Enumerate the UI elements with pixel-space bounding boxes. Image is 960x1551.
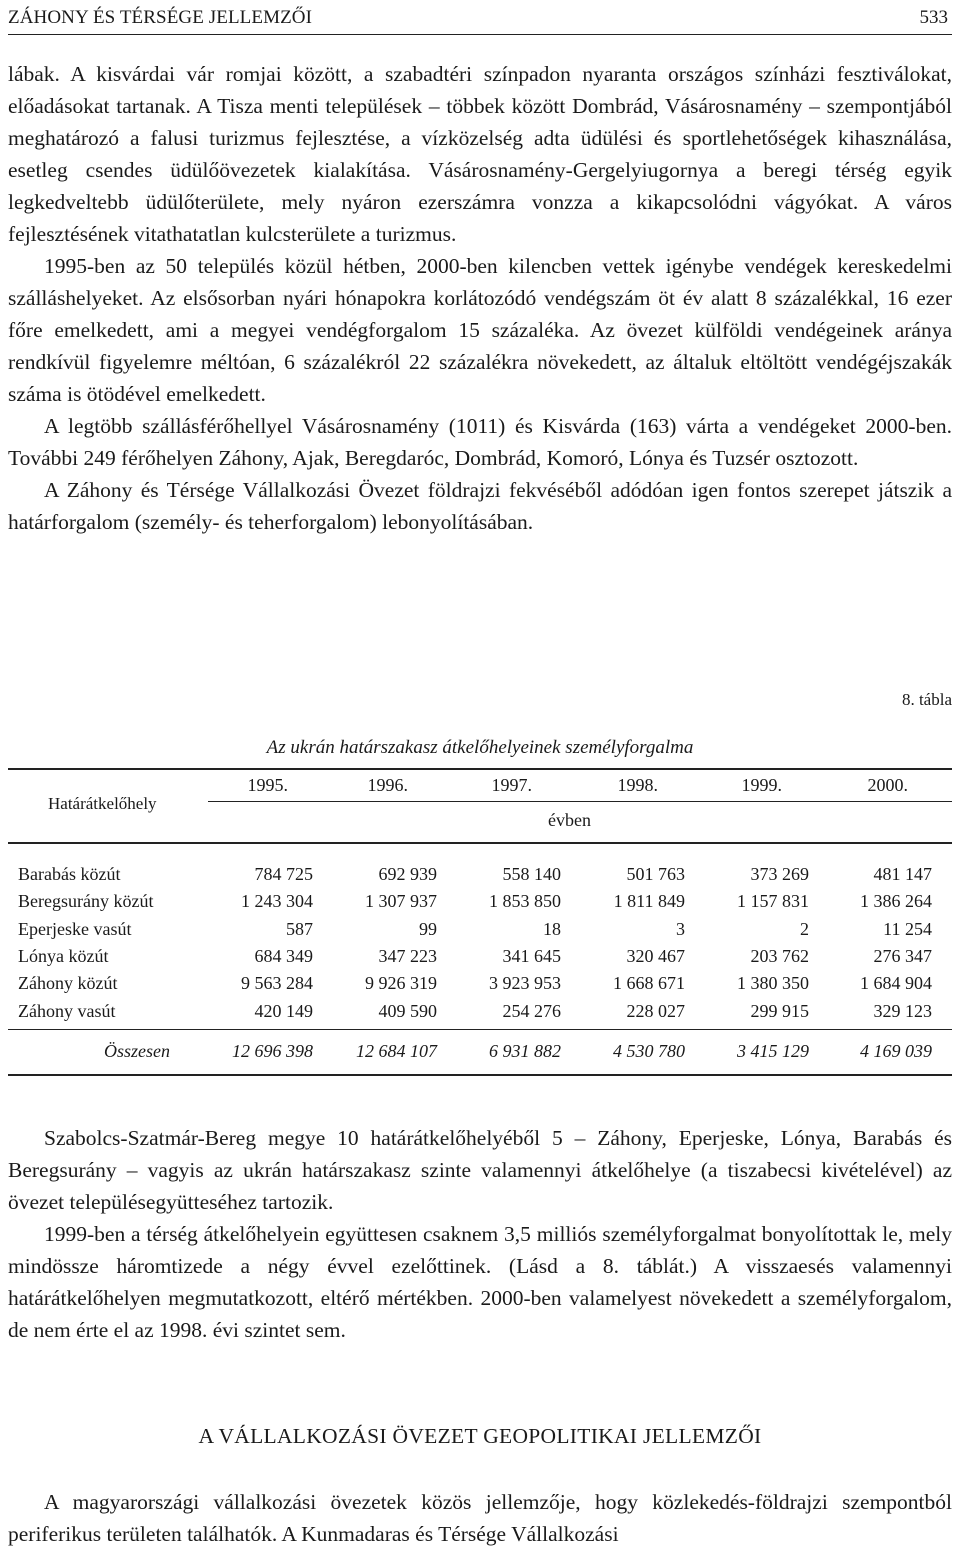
total-cell: 4 169 039 — [860, 1041, 932, 1061]
paragraph: lábak. A kisvárdai vár romjai között, a szabadtéri színpadon nyaranta országos színházi fesztiválokat, előadásokat tartanak. A Tisza menti települések – többek között Dombrád, Vásárosnamény – szempontjából meghatározó a falusi turizmus fejlesztése, a vízközelség adta üdülési és sportlehetőségek kihasználása, esetleg csendes üdülőövezetek kialakítása. Vásárosnamény-Gergelyiugornya a beregi térség egyik legkedveltebb üdülőterülete, mely nyáron ezerszámra vonzza a kikapcsolódni vágyókat. A város fejlesztésének vitathatatlan kulcsterülete a turizmus. — [8, 62, 952, 246]
table-cell: 1 853 850 — [489, 891, 561, 911]
table-cell: 299 915 — [750, 1001, 809, 1021]
table-cell: 1 243 304 — [241, 891, 313, 911]
table-cell: 329 123 — [873, 1001, 932, 1021]
table-cell: 558 140 — [502, 864, 561, 884]
total-cell: 3 415 129 — [737, 1041, 809, 1061]
total-cell: 12 684 107 — [356, 1041, 437, 1061]
table-cell: 341 645 — [502, 946, 561, 966]
table-cell: 1 684 904 — [860, 973, 932, 993]
table-cell: 228 027 — [626, 1001, 685, 1021]
unit-label: évben — [548, 810, 591, 830]
table-cell: 254 276 — [502, 1001, 561, 1021]
table-cell: 409 590 — [378, 1001, 437, 1021]
year-header: 1995. — [247, 775, 288, 795]
table-cell: 18 — [543, 919, 561, 939]
table-caption: Az ukrán határszakasz átkelőhelyeinek személyforgalma — [266, 737, 694, 758]
table-total-rule — [8, 1029, 952, 1030]
table-cell: 347 223 — [378, 946, 437, 966]
total-cell: 6 931 882 — [489, 1041, 561, 1061]
year-header: 1999. — [741, 775, 782, 795]
table-cell: 1 380 350 — [737, 973, 809, 993]
table-year-rule — [208, 801, 952, 802]
table-cell: 276 347 — [873, 946, 932, 966]
table-cell: 3 923 953 — [489, 973, 561, 993]
row-name: Záhony vasút — [18, 1001, 116, 1021]
table-cell: 1 668 671 — [613, 973, 685, 993]
year-header: 1997. — [491, 775, 532, 795]
row-name: Lónya közút — [18, 946, 109, 966]
table-cell: 373 269 — [750, 864, 809, 884]
table-cell: 587 — [286, 919, 313, 939]
section-title: A VÁLLALKOZÁSI ÖVEZET GEOPOLITIKAI JELLEMZŐI — [198, 1424, 762, 1448]
table-label: 8. tábla — [901, 690, 952, 709]
paragraph: Szabolcs-Szatmár-Bereg megye 10 határátkelőhelyéből 5 – Záhony, Eperjeske, Lónya, Barabás és Beregsurány – vagyis az ukrán határszakasz szinte valamennyi átkelőhelye (a tiszabecsi kivételével) az övezet településegyütteséhez tartozik. — [8, 1126, 952, 1214]
table-cell: 784 725 — [254, 864, 313, 884]
total-cell: 4 530 780 — [613, 1041, 685, 1061]
table-cell: 1 157 831 — [737, 891, 809, 911]
table-top-rule — [8, 768, 952, 770]
row-name: Barabás közút — [18, 864, 121, 884]
paragraph: A Záhony és Térsége Vállalkozási Övezet földrajzi fekvéséből adódóan igen fontos szerepet játszik a határforgalom (személy- és teherforgalom) lebonyolításában. — [8, 478, 952, 534]
row-name: Eperjeske vasút — [18, 919, 132, 939]
table-cell: 481 147 — [873, 864, 932, 884]
table-cell: 1 386 264 — [860, 891, 932, 911]
page-number: 533 — [919, 7, 948, 28]
table-cell: 3 — [676, 919, 685, 939]
table-cell: 11 254 — [883, 919, 932, 939]
table-cell: 420 149 — [254, 1001, 313, 1021]
table-cell: 99 — [419, 919, 437, 939]
year-header: 2000. — [867, 775, 908, 795]
body-text-last — [8, 1486, 952, 1550]
table-cell: 684 349 — [254, 946, 313, 966]
body-text-bottom — [8, 1122, 952, 1346]
total-label: Összesen — [104, 1041, 170, 1061]
table-header-rule — [8, 842, 952, 844]
table-cell: 501 763 — [626, 864, 685, 884]
row-header-label: Határátkelőhely — [48, 794, 157, 813]
paragraph: A legtöbb szállásférőhellyel Vásárosnamény (1011) és Kisvárda (163) várta a vendégeket 2000-ben. További 249 férőhelyen Záhony, Ajak, Beregdaróc, Dombrád, Komoró, Lónya és Tuzsér osztozott. — [8, 414, 952, 470]
table-cell: 203 762 — [750, 946, 809, 966]
table-cell: 320 467 — [626, 946, 685, 966]
table-cell: 1 307 937 — [365, 891, 437, 911]
body-text-top — [8, 58, 952, 538]
paragraph: 1999-ben a térség átkelőhelyein együttesen csaknem 3,5 milliós személyforgalmat bonyolítottak le, mely mindössze háromtizede a négy évvel ezelőttinek. (Lásd a 8. táblát.) A visszaesés valamennyi határátkelőhelyen megmutatkozott, eltérő mértékben. 2000-ben valamelyest növekedett a személyforgalom, de nem érte el az 1998. évi szintet sem. — [8, 1222, 952, 1342]
row-name: Beregsurány közút — [18, 891, 154, 911]
table-bottom-rule — [8, 1074, 952, 1076]
row-name: Záhony közút — [18, 973, 118, 993]
total-cell: 12 696 398 — [232, 1041, 313, 1061]
table-cell: 9 563 284 — [241, 973, 313, 993]
paragraph: A magyarországi vállalkozási övezetek közös jellemzője, hogy közlekedés-földrajzi szempontból periferikus területen találhatók. A Kunmadaras és Térsége Vállalkozási — [8, 1490, 952, 1546]
table-cell: 692 939 — [378, 864, 437, 884]
table-cell: 1 811 849 — [613, 891, 685, 911]
paragraph: 1995-ben az 50 település közül hétben, 2000-ben kilencben vettek igénybe vendégek kereskedelmi szálláshelyeket. Az elsősorban nyári hónapokra korlátozódó vendégszám öt év alatt 8 százalékkal, 16 ezer főre emelkedett, ami a megyei vendégforgalom 15 százaléka. Az övezet külföldi vendégeinek aránya rendkívül figyelemre méltóan, 6 százalékról 22 százalékra növekedett, az általuk eltöltött vendégéjszakák száma is ötödével emelkedett. — [8, 254, 952, 406]
running-title: ZÁHONY ÉS TÉRSÉGE JELLEMZŐI — [8, 7, 313, 28]
table-cell: 9 926 319 — [365, 973, 437, 993]
year-header: 1996. — [367, 775, 408, 795]
table-cell: 2 — [800, 919, 809, 939]
year-header: 1998. — [617, 775, 658, 795]
page-header — [8, 4, 952, 35]
